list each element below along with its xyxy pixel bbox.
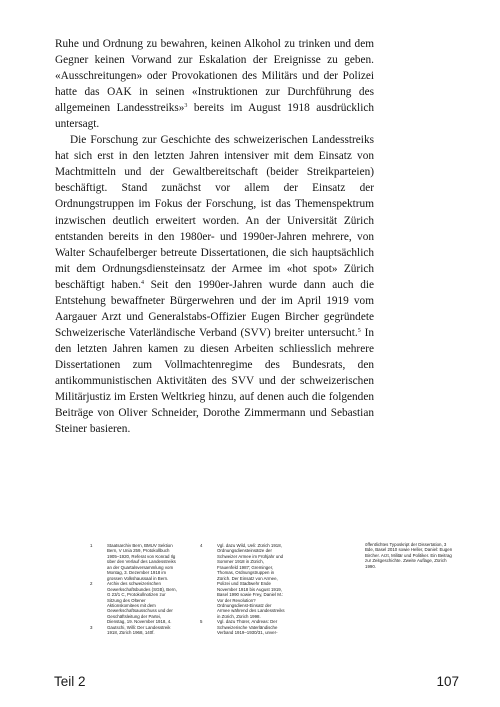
footnote-ref-4[interactable]: 4: [141, 279, 144, 286]
paragraph-2: [55, 132, 374, 437]
footnote-ref-3[interactable]: 3: [184, 103, 188, 110]
footnote-item: [90, 625, 177, 636]
page-number: 107: [436, 674, 459, 689]
paragraph-1-text: Ruhe und Ordnung zu bewahren, keinen Alkohol zu trinken und dem Gegner keinen Vorwand zur Eskalation der Ereignisse zu geben. «Ausschreitungen» oder Provokationen des Militärs und der Polizei hatte das OAK in seinen «Instruktionen zur Durchführung des allgemeinen Landesstreiks»: [55, 38, 374, 115]
section-label: Teil 2: [54, 674, 86, 689]
footnote-item: [90, 581, 177, 625]
footnote-number: 4: [200, 543, 203, 548]
footnote-text: Vgl. dazu Wild, Ueli: Zürich 1918, Ordnungsdiensteinsätze der Schweizer Armee im Frühjahr und Sommer 1918 in Zürich, Frauenfeld 1987; Greminger, Thomas, Ordnungstruppen in Zürich. Der Einsatz von Armee, Polizei und Stadtwehr Ende November 1918 bis August 1919, Basel 1990 sowie Frey, Daniel M.: Vor der Revolution? Ordnungsdienst-Einsatz der Armee während des Landesstreiks in Zürich, Zürich 1998.: [217, 543, 285, 619]
paragraph-1: [55, 36, 374, 132]
footnote-item: [200, 543, 285, 619]
paragraph-1-end: bereits im August 1918 ausdrücklich untersagt.: [55, 102, 374, 131]
main-text: [55, 36, 374, 437]
footnote-item: [90, 543, 177, 581]
footnote-text: Vgl. dazu Thürer, Andreas: Der Schweizerische Vaterländische Verband 1919–1930/31, unver-: [217, 619, 278, 636]
footnotes-column-2: [200, 543, 285, 636]
footnote-number: 3: [90, 624, 93, 630]
footnote-text: Gautschi, Willi: Der Landesstreik 1918, Zürich 1968, 140f.: [107, 624, 171, 636]
footnote-number: 1: [90, 543, 93, 548]
footnote-item: [200, 619, 285, 635]
footnotes-column-1: [90, 543, 177, 636]
paragraph-2-text-b: Seit den 1990er-Jahren wurde dann auch die Entstehung bewaffneter Bürgerwehren und der im April 1919 vom Aargauer Arzt und Generalstabs-Offizier Eugen Bircher gegründete Schweizerische Vaterländische Verband (SVV) breiter untersucht.: [55, 278, 374, 339]
footnote-number: 5: [200, 619, 203, 625]
footnote-text: Archiv des schweizerischen Gewerkschaftsbundes (SGB), Bern, G 23/1 C, Protokollnotizen zur Sitzung des Oltener Aktionskomitees mit dem Gewerkschaftsausschuss und der Geschäftsleitung der Partei, Dienstag, 19. November 1918, 4.: [107, 581, 177, 625]
paragraph-2-text-c: In den letzten Jahren kamen zu diesen Arbeiten schliesslich mehrere Dissertationen zum Vollmachtenregime des Bundesrats, den antikommunistischen Aktivitäten des SVV und der schweizerischen Militärjustiz im Ersten Weltkrieg hinzu, auf denen auch die folgenden Beiträge von Oliver Schneider, Dorothe Zimmermann und Sebastian Steiner basieren.: [55, 326, 374, 436]
paragraph-2-text-a: Die Forschung zur Geschichte des schweizerischen Landesstreiks hat sich erst in den letzten Jahren intensiver mit dem Einsatz von Machtmitteln und der Gewaltbereitschaft (beider Streikparteien) beschäftigt. Stand zunächst vor allem der Einsatz der Ordnungstruppen im Fokus der Forschung, ist das Themenspektrum inzwischen deutlich erweitert worden. An der Universität Zürich entstanden bereits in den 1980er- und 1990er-Jahren mehrere, von Walter Schaufelberger betreute Dissertationen, die sich hauptsächlich mit dem Ordnungsdiensteinsatz der Armee im «hot spot» Zürich beschäftigt haben.: [55, 134, 374, 291]
footnote-ref-5[interactable]: 5: [357, 327, 361, 334]
footnote-continuation: öffentlichtes Typoskript der Dissertation, 3 Bde, Basel 2010 sowie Heller, Daniel: Eugen Bircher. Arzt, Militär und Politiker. Ein Beitrag zur Zeitgeschichte. Zweite Auflage, Zürich 1990.: [365, 542, 453, 569]
footnote-number: 2: [90, 581, 93, 587]
footnote-text: Staatsarchiv Bern, BMUV Sektion Bern, V Unia 259, Protokollbuch 1905–1920, Referat von Konrad Ilg über den Verlauf des Landesstreiks an der Quartalsversammlung vom Montag, 3. Dezember 1918 im grossen Volkshaussaal in Bern.: [107, 543, 176, 581]
footnotes-column-3: [365, 542, 455, 569]
